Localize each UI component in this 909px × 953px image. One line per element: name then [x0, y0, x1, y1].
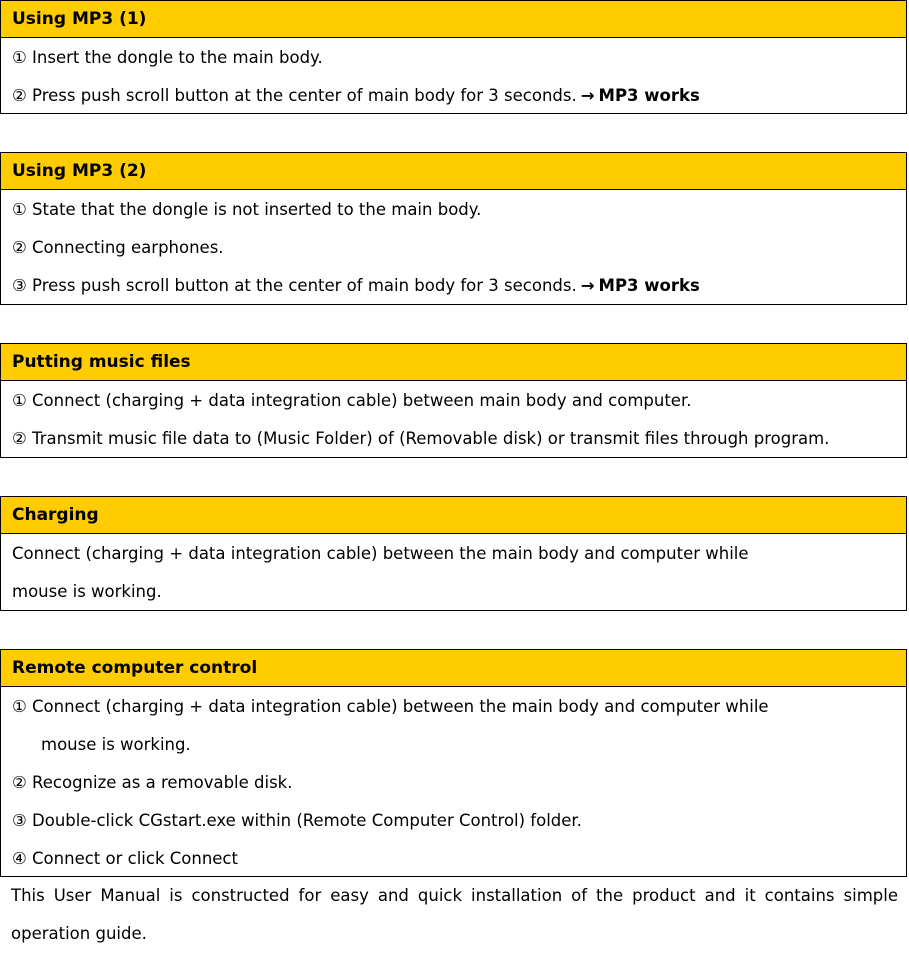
result-text: MP3 works — [598, 86, 700, 105]
section-title: Remote computer control — [1, 650, 906, 687]
section-title: Using MP3 (2) — [1, 153, 906, 190]
list-item: ① Connect (charging + data integration cable) between main body and computer. — [12, 391, 692, 410]
result-text: MP3 works — [598, 276, 700, 295]
section-remote-computer-control — [0, 649, 907, 877]
list-item-text: ③ Press push scroll button at the center of main body for 3 seconds. — [12, 276, 577, 295]
list-item-text: ② Press push scroll button at the center of main body for 3 seconds. — [12, 86, 577, 105]
section-title: Using MP3 (1) — [1, 1, 906, 38]
list-item: mouse is working. — [41, 735, 191, 754]
list-item: ② Transmit music file data to (Music Folder) of (Removable disk) or transmit files through program. — [12, 429, 830, 448]
manual-note: This User Manual is constructed for easy and quick installation of the product and it contains simple operation guide. — [11, 886, 898, 943]
list-item: ③ Double-click CGstart.exe within (Remote Computer Control) folder. — [12, 811, 582, 830]
list-item: ① State that the dongle is not inserted to the main body. — [12, 200, 482, 219]
section-using-mp3-1 — [0, 0, 907, 114]
section-title: Charging — [1, 497, 906, 534]
list-item: mouse is working. — [12, 582, 162, 601]
list-item: ② Recognize as a removable disk. — [12, 773, 293, 792]
list-item — [1, 77, 906, 115]
list-item: Connect (charging + data integration cable) between the main body and computer while — [12, 544, 749, 563]
list-item — [1, 267, 906, 305]
list-item: ① Connect (charging + data integration cable) between the main body and computer while — [12, 697, 769, 716]
section-using-mp3-2 — [0, 152, 907, 305]
section-putting-music-files — [0, 343, 907, 458]
arrow-right-icon: → — [580, 86, 595, 105]
section-title: Putting music files — [1, 344, 906, 381]
list-item: ① Insert the dongle to the main body. — [12, 48, 323, 67]
list-item: ④ Connect or click Connect — [12, 849, 238, 868]
section-charging — [0, 496, 907, 611]
arrow-right-icon: → — [580, 276, 595, 295]
list-item: ② Connecting earphones. — [12, 238, 224, 257]
